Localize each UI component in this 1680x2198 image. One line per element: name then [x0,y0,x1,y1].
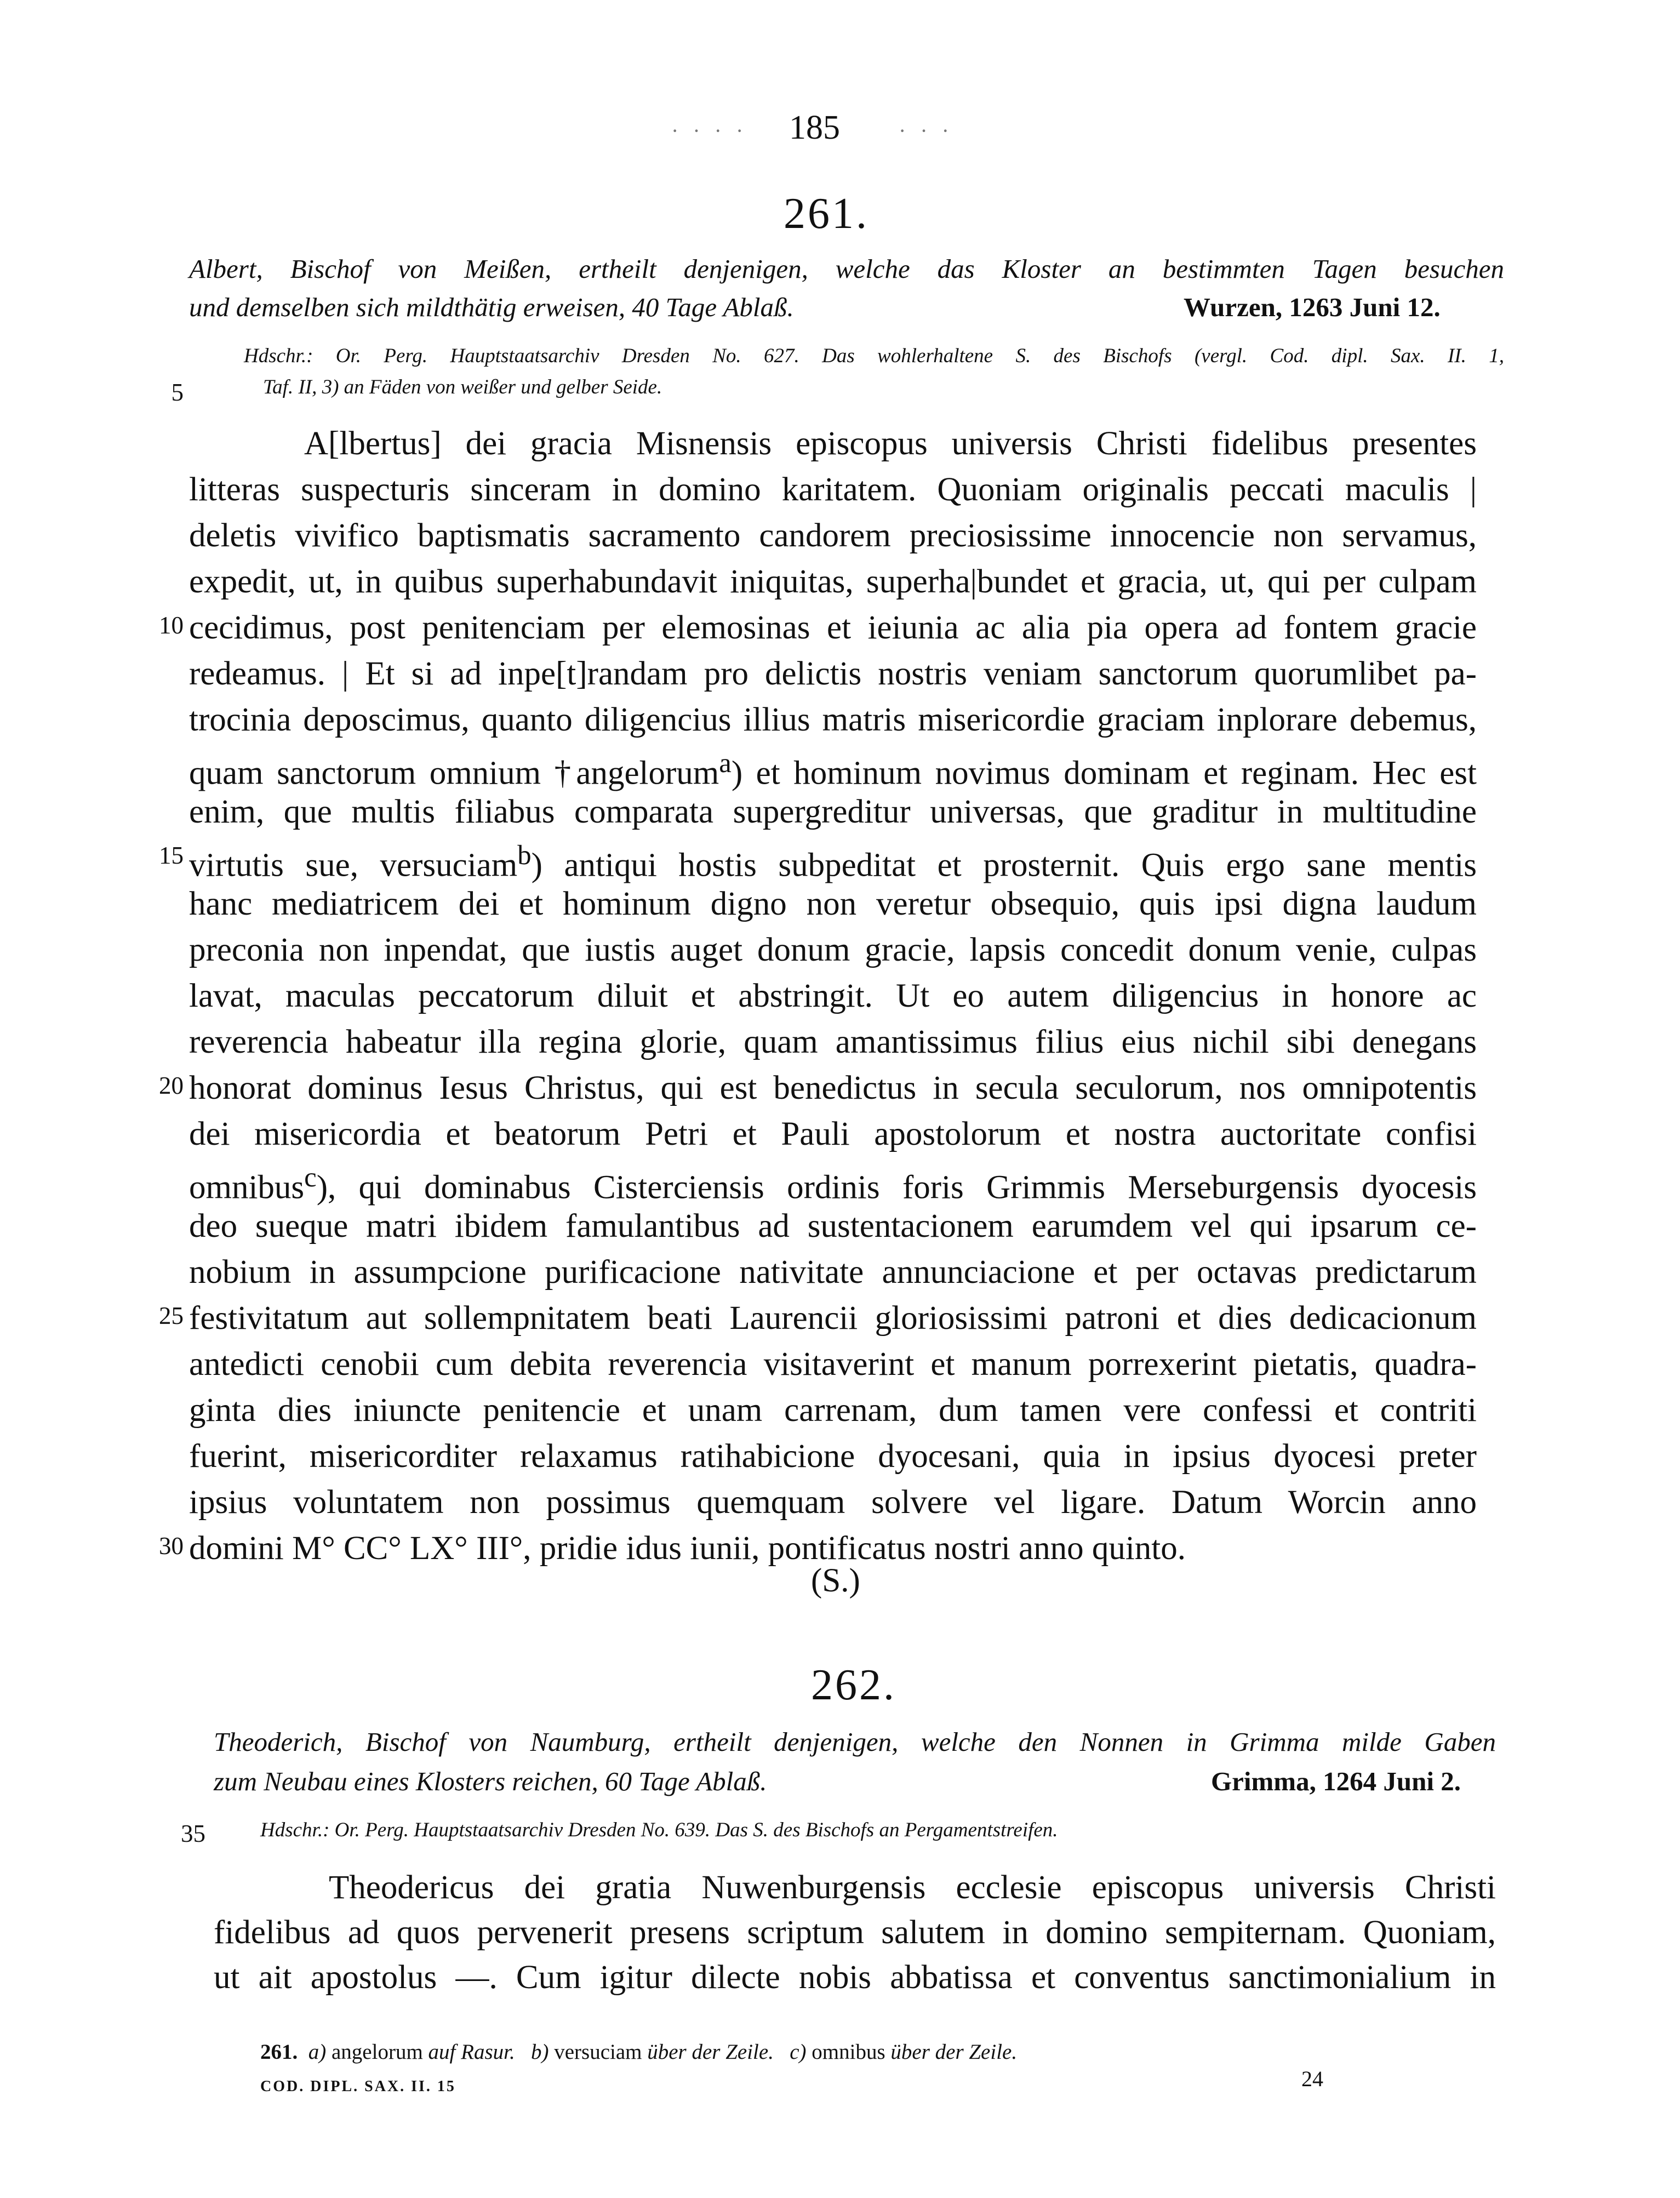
line-number: 20 [159,1072,184,1099]
body-261-line: lavat, maculas peccatorum diluit et abstringit. Ut eo autem diligencius in honore ac [189,978,1477,1014]
manuscript-note-261-line-2: Taf. II, 3) an Fäden von weißer und gelber Seide. [263,376,662,398]
body-262-line: fidelibus ad quos pervenerit presens scriptum salutem in domino sempiternam. Quoniam, [214,1914,1496,1951]
regest-261-line-1: Albert, Bischof von Meißen, ertheilt denjenigen, welche das Kloster an bestimmten Tagen besuchen [189,254,1504,284]
body-261-line: antedicti cenobii cum debita reverencia visitaverint et manum porrexerint pietatis, quadra- [189,1346,1477,1383]
line-number: 25 [159,1302,184,1329]
body-261-line: ipsius voluntatem non possimus quemquam solvere vel ligare. Datum Worcin anno [189,1484,1477,1521]
dateline-261: Wurzen, 1263 Juni 12. [1184,292,1441,322]
body-261-line: quam sanctorum omnium †angelorum$^a$) et hominum novimus dominam et reginam. Hec est [189,747,1477,792]
manuscript-note-262: Hdschr.: Or. Perg. Hauptstaatsarchiv Dresden No. 639. Das S. des Bischofs an Pergamentstreifen. [260,1819,1058,1841]
line-number: 30 [159,1532,184,1560]
body-261-line: A[lbertus] dei gracia Misnensis episcopus universis Christi fidelibus presentes [304,425,1477,462]
body-261-line: reverencia habeatur illa regina glorie, quam amantissimus filius eius nichil sibi denegans [189,1024,1477,1060]
body-261-line: cecidimus, post penitenciam per elemosinas et ieiunia ac alia pia opera ad fontem gracie [189,609,1477,646]
body-261-line: preconia non inpendat, que iustis auget donum gracie, lapsis concedit donum venie, culpas [189,932,1477,968]
body-262-line: Theodericus dei gratia Nuwenburgensis ecclesie episcopus universis Christi [329,1869,1496,1906]
footnote-note: auf Rasur. [428,2040,515,2064]
header-decoration-right: · · · [899,118,953,143]
footnote-word: angelorum [332,2040,423,2064]
body-261-line: nobium in assumpcione purificacione nativitate annunciacione et per octavas predictarum [189,1254,1477,1291]
line-number: 10 [159,612,184,639]
body-261-line: deo sueque matri ibidem famulantibus ad sustentacionem earumdem vel qui ipsarum ce- [189,1208,1477,1244]
regest-262-line-1: Theoderich, Bischof von Naumburg, ertheilt denjenigen, welche den Nonnen in Grimma milde Gaben [214,1727,1496,1757]
footnote-word: omnibus [812,2040,885,2064]
manuscript-note-261-line-1: Hdschr.: Or. Perg. Hauptstaatsarchiv Dresden No. 627. Das wohlerhaltene S. des Bischofs (vergl. Cod. dipl. Sax. II. 1, [244,345,1504,367]
body-261-line: deletis vivifico baptismatis sacramento candorem preciosissime innocencie non servamus, [189,517,1477,554]
document-number-261: 261. [784,190,869,238]
body-261-line: enim, que multis filiabus comparata supergreditur universas, que graditur in multitudine [189,793,1477,830]
dateline-262: Grimma, 1264 Juni 2. [1211,1766,1461,1796]
body-261-line: expedit, ut, in quibus superhabundavit iniquitas, superha|bundet et gracia, ut, qui per culpam [189,563,1477,600]
footnote-marker: a) [308,2040,327,2064]
regest-262-line-2: zum Neubau eines Klosters reichen, 60 Tage Ablaß. [214,1766,767,1796]
body-261-line: fuerint, misericorditer relaxamus ratihabicione dyocesani, quia in ipsius dyocesi preter [189,1438,1477,1475]
body-261-line: trocinia deposcimus, quanto diligencius illius matris misericordie graciam inplorare debemus, [189,701,1477,738]
regest-261-line-2: und demselben sich mildthätig erweisen, 40 Tage Ablaß. [189,292,794,322]
seal-mark: (S.) [811,1562,860,1599]
footnote-marker: b) [530,2040,549,2064]
footnote-note: über der Zeile. [647,2040,774,2064]
body-261-line: hanc mediatricem dei et hominum digno non veretur obsequio, quis ipsi digna laudum [189,886,1477,922]
body-261-line: ginta dies iniuncte penitencie et unam carrenam, dum tamen vere confessi et contriti [189,1392,1477,1429]
footnote-note: über der Zeile. [890,2040,1018,2064]
header-decoration-left: · · · · [671,118,748,143]
document-number-262: 262. [811,1661,896,1709]
codex-reference: COD. DIPL. SAX. II. 15 [260,2078,456,2095]
body-261-line: dei misericordia et beatorum Petri et Pauli apostolorum et nostra auctoritate confisi [189,1116,1477,1152]
body-261-line: festivitatum aut sollempnitatem beati Laurencii gloriosissimi patroni et dies dedicacionum [189,1300,1477,1337]
page-number: 185 [789,109,840,146]
body-261-line: domini M° CC° LX° III°, pridie idus iunii, pontificatus nostri anno quinto. [189,1530,1186,1567]
body-262-line: ut ait apostolus —. Cum igitur dilecte nobis abbatissa et conventus sanctimonialium in [214,1959,1496,1996]
sheet-signature: 24 [1301,2066,1323,2091]
footnote-ref: 261. [260,2040,298,2064]
body-261-line: omnibus$^c$), qui dominabus Cisterciensis ordinis foris Grimmis Merseburgensis dyocesis [189,1162,1477,1206]
line-number: 15 [159,842,184,869]
footnote-word: versuciam [554,2040,642,2064]
footnote-marker: c) [790,2040,807,2064]
line-number: 5 [171,379,184,406]
line-number: 35 [181,1820,205,1847]
body-261-line: redeamus. | Et si ad inpe[t]randam pro delictis nostris veniam sanctorum quorumlibet pa- [189,655,1477,692]
body-261-line: litteras suspecturis sinceram in domino karitatem. Quoniam originalis peccati maculis | [189,471,1477,508]
body-261-line: virtutis sue, versuciam$^b$) antiqui hostis subpeditat et prosternit. Quis ergo sane mentis [189,840,1477,884]
footnotes-261 [260,2040,1017,2064]
body-261-line: honorat dominus Iesus Christus, qui est benedictus in secula seculorum, nos omnipotentis [189,1070,1477,1106]
